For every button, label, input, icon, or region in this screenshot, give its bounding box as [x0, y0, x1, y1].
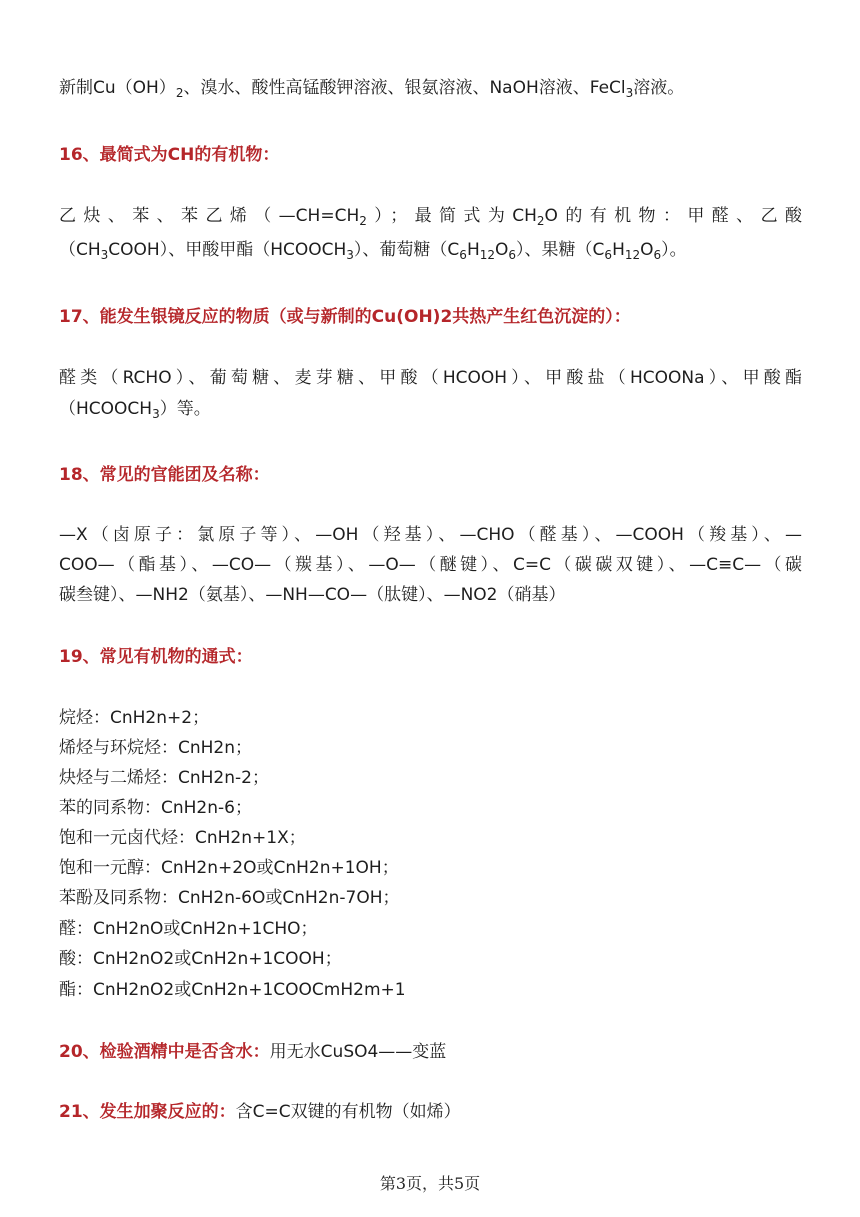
formula-line: 饱和一元卤代烃：CnH2n+1X；	[59, 828, 306, 848]
paragraph-16-line-2: $(CH_3COOH)$、甲酸甲酯$(HCOOCH_3)$、葡萄糖$(C_6H_{12}O_6)$、果糖$(C_6H_{12}O_6)$。	[59, 240, 687, 262]
heading-16: 16、最简式为CH的有机物：	[59, 145, 280, 165]
formula-line: 苯酚及同系物：CnH2n-6O或CnH2n-7OH；	[59, 888, 400, 908]
formula-line: 烯烃与环烷烃：CnH2n；	[59, 738, 253, 758]
reagent-line: 新制$Cu(OH)_2$、溴水、酸性高锰酸钾溶液、银氨溶液、NaOH溶液、FeCl$_3$溶液。	[59, 78, 685, 100]
item-20	[59, 1040, 802, 1064]
formula-line: 烷烃：CnH2n+2；	[59, 708, 210, 728]
paragraph-16-line-1: 乙炔、苯、苯乙烯$(—CH=CH_2)$；最简式为$CH_2O$的有机物：甲醛、乙酸	[59, 206, 802, 228]
item-21	[59, 1100, 802, 1124]
heading-19: 19、常见有机物的通式：	[59, 647, 253, 667]
paragraph-18-line-1: —X（卤原子：氯原子等）、—OH（羟基）、—CHO（醛基）、—COOH（羧基）、—	[59, 525, 802, 545]
item-20-text: 用无水CuSO4——变蓝	[269, 1042, 447, 1062]
heading-17: 17、能发生银镜反应的物质（或与新制的Cu(OH)2共热产生红色沉淀的）：	[59, 307, 631, 327]
formula-line: 酸：CnH2nO2或CnH2n+1COOH；	[59, 949, 342, 969]
item-21-text: 含C=C双键的有机物（如烯）	[235, 1102, 461, 1122]
formula-line: 酯：CnH2nO2或CnH2n+1COOCmH2m+1	[59, 980, 406, 1000]
paragraph-17-line-2: $(HCOOCH_3)$等。	[59, 399, 211, 421]
formula-line: 苯的同系物：CnH2n-6；	[59, 798, 252, 818]
formula-line: 炔烃与二烯烃：CnH2n-2；	[59, 768, 269, 788]
formula-line: 醛：CnH2nO或CnH2n+1CHO；	[59, 919, 318, 939]
heading-20: 20、检验酒精中是否含水：	[59, 1042, 270, 1062]
formula-line: 饱和一元醇：CnH2n+2O或CnH2n+1OH；	[59, 858, 399, 878]
paragraph-18-line-2: COO—（酯基）、—CO—（羰基）、—O—（醚键）、C=C（碳碳双键）、—C≡C—（碳	[59, 555, 802, 575]
paragraph-18-line-3: 碳叁键）、—NH2（氨基）、—NH—CO—（肽键）、—NO2（硝基）	[59, 585, 566, 605]
paragraph-17-line-1: 醛类（RCHO）、葡萄糖、麦芽糖、甲酸（HCOOH）、甲酸盐（HCOONa）、甲酸酯	[59, 368, 802, 388]
heading-21: 21、发生加聚反应的：	[59, 1102, 236, 1122]
heading-18: 18、常见的官能团及名称：	[59, 465, 270, 485]
page-footer: 第3页，共5页	[379, 1174, 481, 1193]
